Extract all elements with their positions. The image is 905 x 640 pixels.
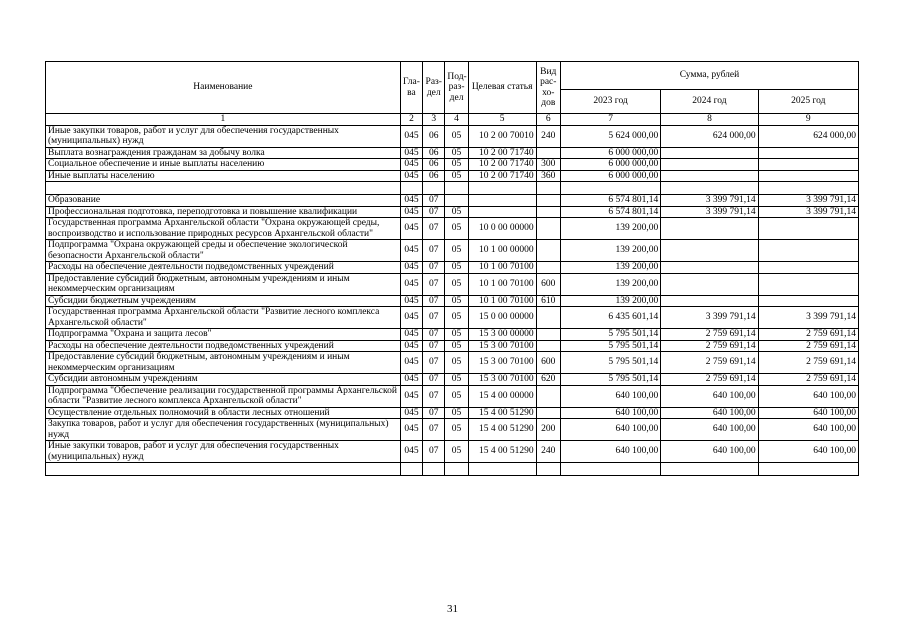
table-row [46, 147, 859, 159]
name-cell [46, 463, 401, 476]
name-cell: Иные выплаты населению [46, 170, 401, 182]
column-number-cell: 7 [560, 114, 660, 126]
sum-2024-cell: 2 759 691,14 [661, 329, 758, 341]
vid-cell: 600 [536, 273, 560, 295]
podrazdel-cell: 05 [445, 352, 468, 374]
sum-2023-cell: 139 200,00 [560, 295, 660, 307]
article-cell: 10 2 00 71740 [468, 159, 536, 171]
sum-2025-cell: 640 100,00 [758, 419, 858, 441]
vid-cell [536, 307, 560, 329]
sum-2025-cell [758, 218, 858, 240]
article-cell: 10 2 00 71740 [468, 147, 536, 159]
article-cell: 10 1 00 00000 [468, 240, 536, 262]
sum-2025-cell: 624 000,00 [758, 125, 858, 147]
razdel-cell: 07 [423, 273, 445, 295]
sum-2024-cell: 640 100,00 [661, 441, 758, 463]
sum-2024-cell: 3 399 791,14 [661, 206, 758, 218]
page-number: 31 [447, 603, 458, 615]
table-row [46, 374, 859, 386]
article-cell: 15 3 00 00000 [468, 329, 536, 341]
podrazdel-cell: 05 [445, 340, 468, 352]
name-cell: Субсидии автономным учреждениям [46, 374, 401, 386]
glava-cell: 045 [400, 340, 422, 352]
sum-2025-cell [758, 159, 858, 171]
name-cell: Предоставление субсидий бюджетным, автономным учреждениям и иным некоммерческим организациям [46, 273, 401, 295]
name-cell: Подпрограмма "Обеспечение реализации государственной программы Архангельской области "Развитие лесного комплекса Архангельской области" [46, 385, 401, 407]
article-cell: 15 4 00 51290 [468, 419, 536, 441]
sum-2025-cell [758, 147, 858, 159]
razdel-cell: 07 [423, 218, 445, 240]
header-vid: Вид рас-хо-дов [536, 62, 560, 114]
vid-cell [536, 195, 560, 207]
header-glava: Гла-ва [400, 62, 422, 114]
sum-2024-cell [661, 273, 758, 295]
header-year-2025: 2025 год [758, 90, 858, 114]
article-cell [468, 206, 536, 218]
sum-2023-cell: 139 200,00 [560, 218, 660, 240]
sum-2025-cell: 2 759 691,14 [758, 329, 858, 341]
article-cell: 15 4 00 51290 [468, 407, 536, 419]
sum-2024-cell: 3 399 791,14 [661, 307, 758, 329]
sum-2024-cell [661, 159, 758, 171]
name-cell: Социальное обеспечение и иные выплаты населению [46, 159, 401, 171]
razdel-cell: 06 [423, 147, 445, 159]
sum-2025-cell: 2 759 691,14 [758, 340, 858, 352]
sum-2024-cell: 2 759 691,14 [661, 340, 758, 352]
sum-2023-cell: 640 100,00 [560, 419, 660, 441]
article-cell: 10 2 00 70010 [468, 125, 536, 147]
vid-cell: 240 [536, 441, 560, 463]
vid-cell: 620 [536, 374, 560, 386]
sum-2024-cell: 2 759 691,14 [661, 374, 758, 386]
glava-cell: 045 [400, 195, 422, 207]
header-article: Целевая статья [468, 62, 536, 114]
sum-2025-cell: 3 399 791,14 [758, 307, 858, 329]
sum-2023-cell: 5 795 501,14 [560, 340, 660, 352]
podrazdel-cell: 05 [445, 206, 468, 218]
article-cell [468, 182, 536, 195]
sum-2024-cell [661, 240, 758, 262]
name-cell: Предоставление субсидий бюджетным, автономным учреждениям и иным некоммерческим организациям [46, 352, 401, 374]
sum-2024-cell [661, 147, 758, 159]
sum-2023-cell: 5 795 501,14 [560, 329, 660, 341]
glava-cell: 045 [400, 206, 422, 218]
glava-cell: 045 [400, 329, 422, 341]
podrazdel-cell: 05 [445, 240, 468, 262]
sum-2024-cell: 624 000,00 [661, 125, 758, 147]
vid-cell [536, 340, 560, 352]
article-cell: 15 3 00 70100 [468, 340, 536, 352]
podrazdel-cell: 05 [445, 159, 468, 171]
column-number-cell: 1 [46, 114, 401, 126]
vid-cell [536, 182, 560, 195]
sum-2024-cell: 3 399 791,14 [661, 195, 758, 207]
column-number-row [46, 114, 859, 126]
vid-cell: 600 [536, 352, 560, 374]
table-row [46, 385, 859, 407]
vid-cell [536, 385, 560, 407]
glava-cell: 045 [400, 385, 422, 407]
sum-2023-cell: 6 000 000,00 [560, 147, 660, 159]
sum-2023-cell: 6 000 000,00 [560, 159, 660, 171]
article-cell: 10 1 00 70100 [468, 262, 536, 274]
vid-cell [536, 147, 560, 159]
vid-cell [536, 262, 560, 274]
razdel-cell: 07 [423, 407, 445, 419]
glava-cell: 045 [400, 170, 422, 182]
razdel-cell: 07 [423, 329, 445, 341]
vid-cell [536, 407, 560, 419]
podrazdel-cell: 05 [445, 385, 468, 407]
table-row [46, 295, 859, 307]
sum-2023-cell [560, 463, 660, 476]
vid-cell: 240 [536, 125, 560, 147]
column-number-cell: 4 [445, 114, 468, 126]
header-sum: Сумма, рублей [560, 62, 858, 90]
name-cell: Расходы на обеспечение деятельности подведомственных учреждений [46, 262, 401, 274]
name-cell: Иные закупки товаров, работ и услуг для обеспечения государственных (муниципальных) нужд [46, 125, 401, 147]
table-row [46, 262, 859, 274]
podrazdel-cell [445, 463, 468, 476]
sum-2025-cell: 640 100,00 [758, 441, 858, 463]
name-cell [46, 182, 401, 195]
sum-2023-cell: 5 795 501,14 [560, 374, 660, 386]
sum-2025-cell: 2 759 691,14 [758, 374, 858, 386]
glava-cell: 045 [400, 240, 422, 262]
name-cell: Выплата вознаграждения гражданам за добычу волка [46, 147, 401, 159]
sum-2024-cell [661, 262, 758, 274]
podrazdel-cell: 05 [445, 329, 468, 341]
podrazdel-cell: 05 [445, 147, 468, 159]
podrazdel-cell: 05 [445, 407, 468, 419]
razdel-cell [423, 463, 445, 476]
sum-2023-cell: 6 574 801,14 [560, 195, 660, 207]
table-row [46, 218, 859, 240]
header-year-2023: 2023 год [560, 90, 660, 114]
sum-2025-cell [758, 240, 858, 262]
article-cell [468, 463, 536, 476]
article-cell [468, 195, 536, 207]
sum-2025-cell: 640 100,00 [758, 407, 858, 419]
glava-cell: 045 [400, 147, 422, 159]
razdel-cell: 07 [423, 419, 445, 441]
sum-2023-cell: 139 200,00 [560, 240, 660, 262]
glava-cell: 045 [400, 125, 422, 147]
budget-table [45, 61, 859, 476]
table-row [46, 182, 859, 195]
table-row [46, 273, 859, 295]
razdel-cell: 07 [423, 195, 445, 207]
razdel-cell: 07 [423, 374, 445, 386]
table-row [46, 441, 859, 463]
sum-2025-cell: 640 100,00 [758, 385, 858, 407]
glava-cell: 045 [400, 159, 422, 171]
razdel-cell [423, 182, 445, 195]
name-cell: Профессиональная подготовка, переподготовка и повышение квалификации [46, 206, 401, 218]
vid-cell [536, 240, 560, 262]
razdel-cell: 06 [423, 170, 445, 182]
sum-2023-cell: 139 200,00 [560, 273, 660, 295]
article-cell: 15 3 00 70100 [468, 374, 536, 386]
table-row [46, 240, 859, 262]
podrazdel-cell [445, 182, 468, 195]
glava-cell: 045 [400, 295, 422, 307]
sum-2025-cell: 3 399 791,14 [758, 195, 858, 207]
name-cell: Закупка товаров, работ и услуг для обеспечения государственных (муниципальных) нужд [46, 419, 401, 441]
podrazdel-cell: 05 [445, 125, 468, 147]
sum-2025-cell: 3 399 791,14 [758, 206, 858, 218]
sum-2024-cell [661, 218, 758, 240]
table-row [46, 307, 859, 329]
sum-2023-cell: 640 100,00 [560, 441, 660, 463]
glava-cell: 045 [400, 407, 422, 419]
sum-2023-cell: 640 100,00 [560, 385, 660, 407]
podrazdel-cell: 05 [445, 218, 468, 240]
article-cell: 15 3 00 70100 [468, 352, 536, 374]
table-row [46, 329, 859, 341]
table-body [46, 125, 859, 476]
sum-2024-cell: 2 759 691,14 [661, 352, 758, 374]
sum-2023-cell: 5 795 501,14 [560, 352, 660, 374]
glava-cell [400, 463, 422, 476]
sum-2024-cell: 640 100,00 [661, 407, 758, 419]
sum-2024-cell: 640 100,00 [661, 419, 758, 441]
column-number-cell: 3 [423, 114, 445, 126]
razdel-cell: 07 [423, 441, 445, 463]
glava-cell: 045 [400, 352, 422, 374]
sum-2023-cell: 5 624 000,00 [560, 125, 660, 147]
header-year-2024: 2024 год [661, 90, 758, 114]
razdel-cell: 07 [423, 307, 445, 329]
table-row [46, 206, 859, 218]
sum-2023-cell: 6 435 601,14 [560, 307, 660, 329]
column-number-cell: 5 [468, 114, 536, 126]
glava-cell: 045 [400, 419, 422, 441]
sum-2025-cell: 2 759 691,14 [758, 352, 858, 374]
vid-cell [536, 206, 560, 218]
razdel-cell: 07 [423, 295, 445, 307]
vid-cell [536, 463, 560, 476]
podrazdel-cell: 05 [445, 262, 468, 274]
razdel-cell: 06 [423, 159, 445, 171]
sum-2025-cell [758, 262, 858, 274]
sum-2025-cell [758, 273, 858, 295]
glava-cell: 045 [400, 441, 422, 463]
vid-cell: 200 [536, 419, 560, 441]
column-number-cell: 8 [661, 114, 758, 126]
glava-cell: 045 [400, 374, 422, 386]
article-cell: 10 2 00 71740 [468, 170, 536, 182]
vid-cell: 610 [536, 295, 560, 307]
table-row [46, 159, 859, 171]
sum-2024-cell [661, 463, 758, 476]
column-number-cell: 2 [400, 114, 422, 126]
article-cell: 15 4 00 51290 [468, 441, 536, 463]
name-cell: Расходы на обеспечение деятельности подведомственных учреждений [46, 340, 401, 352]
sum-2024-cell [661, 295, 758, 307]
article-cell: 10 1 00 70100 [468, 295, 536, 307]
name-cell: Осуществление отдельных полномочий в области лесных отношений [46, 407, 401, 419]
name-cell: Иные закупки товаров, работ и услуг для обеспечения государственных (муниципальных) нужд [46, 441, 401, 463]
table-row [46, 170, 859, 182]
name-cell: Государственная программа Архангельской области "Охрана окружающей среды, воспроизводство и использование природных ресурсов Архангельской области" [46, 218, 401, 240]
razdel-cell: 07 [423, 262, 445, 274]
table-row [46, 463, 859, 476]
podrazdel-cell: 05 [445, 441, 468, 463]
table-row [46, 352, 859, 374]
razdel-cell: 07 [423, 240, 445, 262]
table-row [46, 195, 859, 207]
sum-2024-cell: 640 100,00 [661, 385, 758, 407]
sum-2025-cell [758, 170, 858, 182]
razdel-cell: 07 [423, 206, 445, 218]
sum-2025-cell [758, 463, 858, 476]
sum-2023-cell [560, 182, 660, 195]
header-podrazdel: Под-раз-дел [445, 62, 468, 114]
name-cell: Подпрограмма "Охрана и защита лесов" [46, 329, 401, 341]
article-cell: 10 1 00 70100 [468, 273, 536, 295]
vid-cell [536, 218, 560, 240]
razdel-cell: 07 [423, 352, 445, 374]
sum-2025-cell [758, 295, 858, 307]
article-cell: 10 0 00 00000 [468, 218, 536, 240]
sum-2024-cell [661, 170, 758, 182]
glava-cell: 045 [400, 262, 422, 274]
table-row [46, 419, 859, 441]
table-row [46, 125, 859, 147]
vid-cell: 300 [536, 159, 560, 171]
podrazdel-cell: 05 [445, 170, 468, 182]
sum-2023-cell: 6 574 801,14 [560, 206, 660, 218]
podrazdel-cell: 05 [445, 307, 468, 329]
glava-cell [400, 182, 422, 195]
glava-cell: 045 [400, 218, 422, 240]
name-cell: Образование [46, 195, 401, 207]
sum-2023-cell: 640 100,00 [560, 407, 660, 419]
article-cell: 15 0 00 00000 [468, 307, 536, 329]
podrazdel-cell: 05 [445, 273, 468, 295]
podrazdel-cell: 05 [445, 419, 468, 441]
name-cell: Подпрограмма "Охрана окружающей среды и обеспечение экологической безопасности Архангельской области" [46, 240, 401, 262]
article-cell: 15 4 00 00000 [468, 385, 536, 407]
sum-2023-cell: 139 200,00 [560, 262, 660, 274]
table-row [46, 407, 859, 419]
podrazdel-cell [445, 195, 468, 207]
vid-cell: 360 [536, 170, 560, 182]
sum-2023-cell: 6 000 000,00 [560, 170, 660, 182]
podrazdel-cell: 05 [445, 374, 468, 386]
column-number-cell: 9 [758, 114, 858, 126]
razdel-cell: 07 [423, 340, 445, 352]
glava-cell: 045 [400, 273, 422, 295]
razdel-cell: 06 [423, 125, 445, 147]
vid-cell [536, 329, 560, 341]
column-number-cell: 6 [536, 114, 560, 126]
glava-cell: 045 [400, 307, 422, 329]
header-razdel: Раз-дел [423, 62, 445, 114]
sum-2025-cell [758, 182, 858, 195]
name-cell: Субсидии бюджетным учреждениям [46, 295, 401, 307]
table-row [46, 340, 859, 352]
razdel-cell: 07 [423, 385, 445, 407]
name-cell: Государственная программа Архангельской области "Развитие лесного комплекса Архангельской области" [46, 307, 401, 329]
header-name: Наименование [46, 62, 401, 114]
sum-2024-cell [661, 182, 758, 195]
podrazdel-cell: 05 [445, 295, 468, 307]
